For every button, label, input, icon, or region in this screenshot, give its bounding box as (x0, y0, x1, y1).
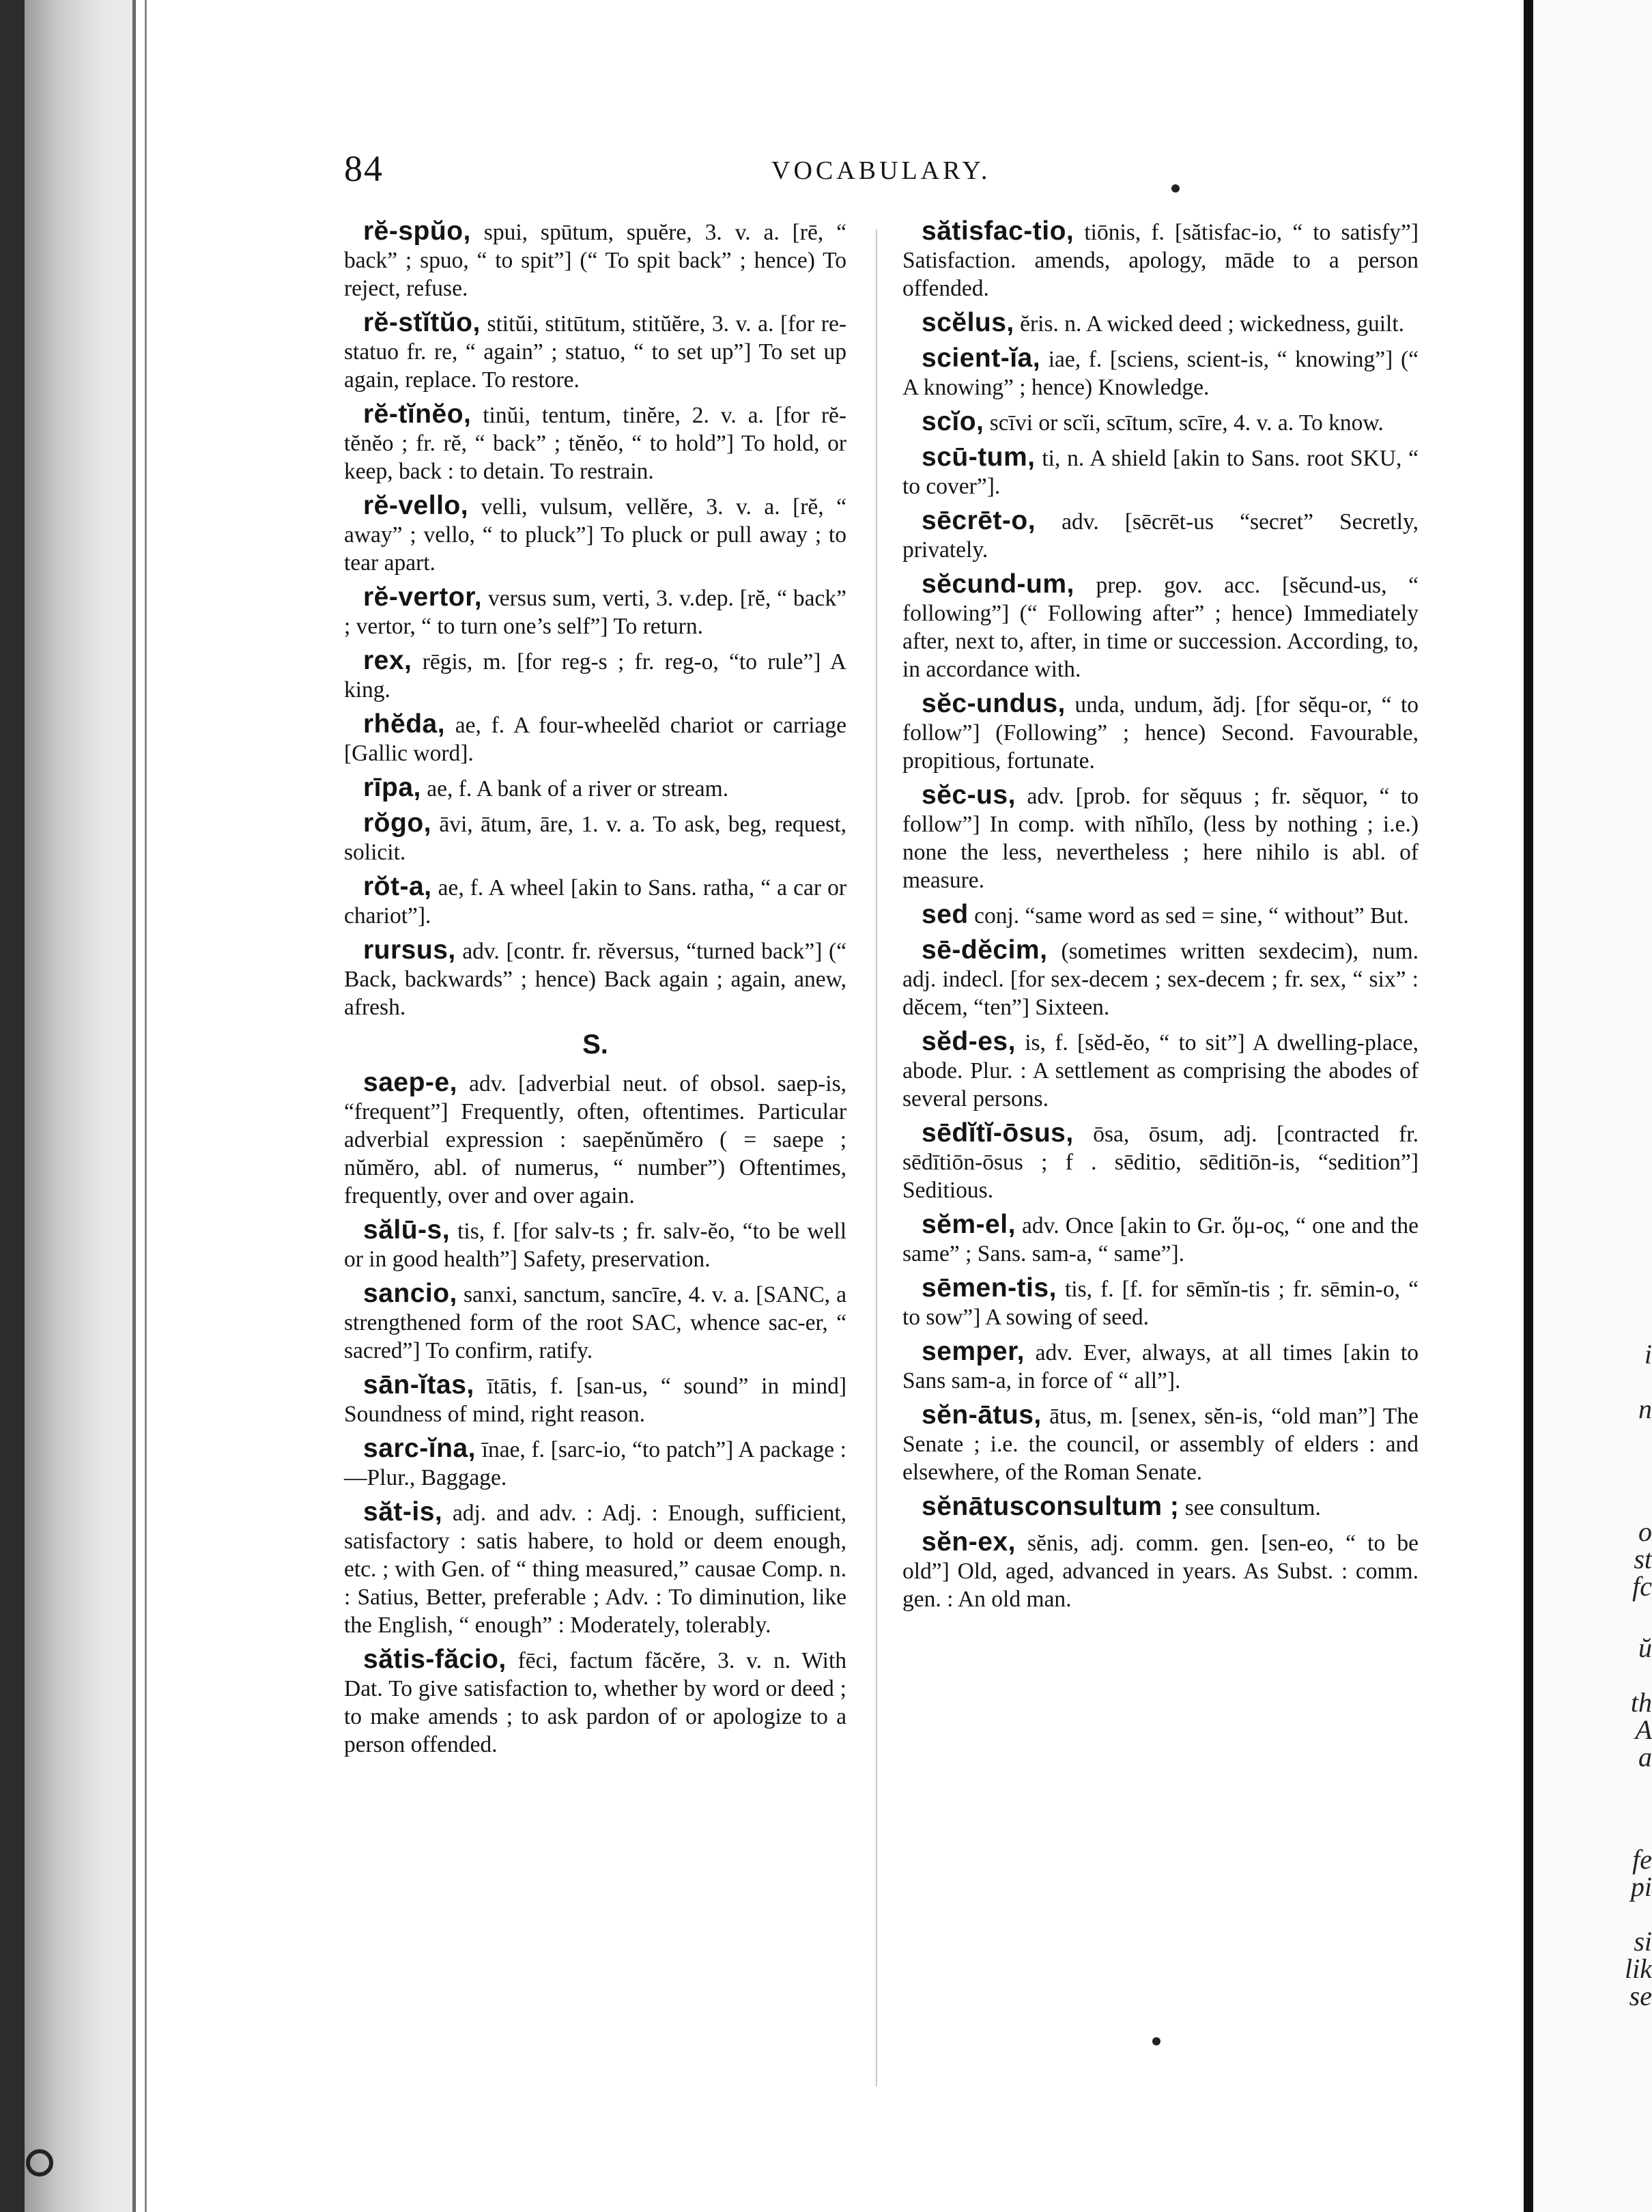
entry-headword: sĕm-el, (922, 1210, 1016, 1239)
entry-definition: adv. [adverbial neut. of obsol. saep-is, “frequent”] Frequently, often, oftentimes. Particular adverbial expression : saepĕnŭmĕro ( = saepe ; nŭmĕro, abl. of numerus, “ number”) Oftentimes, frequently, over and over again. (344, 1071, 846, 1208)
page-number: 84 (344, 148, 384, 189)
dictionary-entry (344, 1371, 846, 1428)
dictionary-entry (902, 1274, 1419, 1331)
entry-definition: sanxi, sanctum, sancīre, 4. v. a. [SANC, a strengthened form of the root SAC, whence sac-er, “ sacred”] To confirm, ratify. (344, 1282, 846, 1363)
entry-headword: rursus, (363, 935, 456, 965)
dictionary-entry (344, 1434, 846, 1492)
entry-definition: see consultum. (1179, 1495, 1321, 1520)
binding-hole-mark (26, 2149, 53, 2176)
entry-headword: rĕ-vertor, (363, 582, 483, 612)
dictionary-entry (344, 809, 846, 866)
entry-definition: (sometimes written sexdecim), num. adj. indecl. [for sex-decem ; sex-decem ; fr. sex, “ six” : dĕcem, “ten”] Sixteen. (902, 939, 1419, 1020)
dictionary-entry (344, 936, 846, 1021)
entry-headword: sēdĭtĭ-ōsus, (922, 1118, 1074, 1148)
dictionary-entry (344, 710, 846, 767)
facing-page-edge (1524, 0, 1533, 2212)
book-gutter (25, 0, 132, 2212)
entry-headword: sĕc-us, (922, 780, 1016, 810)
entry-definition: versus sum, verti, 3. v.dep. [rĕ, “ back” ; vertor, “ to turn one’s self”] To return. (344, 586, 846, 639)
dictionary-entry (902, 936, 1419, 1021)
entry-headword: sălū-s, (363, 1215, 451, 1245)
entry-definition: ae, f. A wheel [akin to Sans. ratha, “ a car or chariot”]. (344, 875, 846, 928)
entry-definition: īnae, f. [sarc-io, “to patch”] A package :—Plur., Baggage. (344, 1437, 846, 1490)
entry-headword: rĕ-vello, (363, 491, 469, 520)
entry-definition: ĕris. n. A wicked deed ; wickedness, guilt. (1014, 311, 1405, 337)
entry-definition: tinŭi, tentum, tinĕre, 2. v. a. [for rĕ-tĕnĕo ; fr. rĕ, “ back” ; tĕnĕo, “ to hold”] To hold, or keep, back : to detain. To restrain. (344, 403, 846, 484)
entry-definition: adv. [prob. for sĕquus ; fr. sĕquor, “ to follow”] In comp. with nĭhĭlo, (less by nothing ; i.e.) none the less, nevertheless ; here nihilo is abl. of measure. (902, 784, 1419, 893)
entry-definition: ae, f. A bank of a river or stream. (421, 776, 729, 802)
dictionary-entry (902, 344, 1419, 401)
dictionary-entry (902, 1210, 1419, 1268)
facing-page-fragment: pi (1630, 1871, 1652, 1902)
entry-headword: sĕn-ex, (922, 1527, 1016, 1557)
facing-page-fragment: si (1634, 1926, 1652, 1957)
dictionary-entry (902, 507, 1419, 564)
entry-headword: sēmen-tis, (922, 1273, 1057, 1303)
entry-headword: sĕcund-um, (922, 569, 1074, 599)
entry-headword: scient-ĭa, (922, 343, 1041, 373)
entry-headword: sĕn-ātus, (922, 1400, 1042, 1430)
column-divider (876, 229, 877, 2086)
dictionary-entry (902, 1528, 1419, 1613)
dictionary-entry (344, 774, 846, 803)
entry-definition: iae, f. [sciens, scient-is, “ knowing”] (“ A knowing” ; hence) Knowledge. (902, 347, 1419, 400)
facing-page-fragment: fc (1632, 1571, 1652, 1602)
dictionary-entry (344, 1498, 846, 1639)
facing-page-fragment: i (1644, 1339, 1652, 1370)
dictionary-entry (344, 309, 846, 394)
entry-headword: sed (922, 900, 969, 929)
entry-headword: sĕd-es, (922, 1027, 1016, 1056)
facing-page-fragment: o (1638, 1516, 1652, 1547)
dictionary-entry (344, 873, 846, 930)
dictionary-entry (902, 408, 1419, 437)
entry-definition: ae, f. A four-wheelĕd chariot or carriage [Gallic word]. (344, 713, 846, 766)
entry-definition: adv. Once [akin to Gr. ὅμ-ος, “ one and the same” ; Sans. sam-a, “ same”]. (902, 1213, 1419, 1266)
speck-mark (1152, 2037, 1160, 2045)
entry-definition: scīvi or scĭi, scītum, scīre, 4. v. a. To know. (984, 410, 1384, 436)
entry-definition: stitŭi, stitūtum, stitŭĕre, 3. v. a. [for re-statuo fr. re, “ again” ; statuo, “ to set up”] To set up again, replace. To restore. (344, 311, 846, 393)
entry-headword: sē-dĕcim, (922, 935, 1048, 965)
entry-headword: rĕ-spŭo, (363, 216, 471, 246)
dictionary-entry (902, 1027, 1419, 1113)
facing-page-fragment: fe (1632, 1844, 1652, 1875)
entry-headword: rĕ-tĭnĕo, (363, 399, 472, 429)
dictionary-entry (902, 1337, 1419, 1395)
gutter-rule (145, 0, 147, 2212)
entry-definition: adj. and adv. : Adj. : Enough, sufficient, satisfactory : satis habere, to hold or deem enough, etc. ; with Gen. of “ thing measured,” causae Comp. n. : Satius, Better, preferable ; Adv. : To diminution, like the English, “ enough” : Moderately, tolerably. (344, 1501, 846, 1638)
entry-definition: prep. gov. acc. [sĕcund-us, “ following”] (“ Following after” ; hence) Immediately after, next to, after, in time or succession. According, to, in accordance with. (902, 573, 1419, 682)
entry-definition: tis, f. [for salv-ts ; fr. salv-ĕo, “to be well or in good health”] Safety, preservation. (344, 1219, 846, 1272)
entry-headword: semper, (922, 1337, 1025, 1366)
facing-page-fragment: se (1629, 1981, 1652, 2011)
entry-headword: scĕlus, (922, 308, 1014, 337)
entry-definition: rēgis, m. [for reg-s ; fr. reg-o, “to rule”] A king. (344, 649, 846, 703)
facing-page-fragment: th (1630, 1687, 1652, 1718)
entry-definition: ātus, m. [senex, sĕn-is, “old man”] The Senate ; i.e. the council, or assembly of elders : and elsewhere, of the Roman Senate. (902, 1404, 1419, 1485)
dictionary-entry (902, 1401, 1419, 1486)
section-letter: S. (582, 1030, 608, 1060)
entry-definition: adv. Ever, always, at all times [akin to Sans sam-a, in force of “ all”]. (902, 1340, 1419, 1393)
entry-definition: tiōnis, f. [sătisfac-io, “ to satisfy”] Satisfaction. amends, apology, māde to a person offended. (902, 220, 1419, 301)
entry-definition: conj. “same word as sed = sine, “ without” But. (968, 903, 1409, 928)
entry-headword: săt-is, (363, 1497, 443, 1527)
dictionary-entry (902, 781, 1419, 894)
facing-page-fragment: a (1638, 1742, 1652, 1772)
facing-page (1533, 0, 1652, 2212)
entry-headword: sarc-ĭna, (363, 1434, 476, 1463)
entry-definition: velli, vulsum, vellĕre, 3. v. a. [rĕ, “ away” ; vello, “ to pluck”] To pluck or pull away ; to tear apart. (344, 494, 846, 576)
facing-page-fragment: st (1634, 1544, 1652, 1574)
entry-headword: sătisfac-tio, (922, 216, 1074, 246)
left-column (344, 217, 846, 1765)
entry-definition: ti, n. A shield [akin to Sans. root SKU, “ to cover”]. (902, 446, 1419, 499)
right-column (902, 217, 1419, 1619)
facing-page-fragment: n (1638, 1393, 1652, 1424)
dictionary-entry (902, 1492, 1419, 1522)
entry-headword: sĕc-undus, (922, 689, 1066, 718)
dictionary-entry (344, 217, 846, 302)
running-title: VOCABULARY. (771, 156, 991, 185)
dictionary-entry (902, 443, 1419, 500)
dictionary-entry (902, 1119, 1419, 1204)
entry-definition: unda, undum, ădj. [for sĕqu-or, “ to follow”] (Following” ; hence) Second. Favourable, propitious, fortunate. (902, 692, 1419, 774)
entry-definition: adv. [contr. fr. rĕversus, “turned back”] (“ Back, backwards” ; hence) Back again ; again, anew, afresh. (344, 939, 846, 1020)
book-spine-shadow (0, 0, 25, 2212)
dictionary-entry (344, 1645, 846, 1759)
entry-headword: rex, (363, 646, 412, 675)
entry-headword: rŏgo, (363, 808, 431, 838)
speck-mark (1171, 184, 1180, 193)
entry-headword: saep-e, (363, 1068, 457, 1097)
entry-headword: scū-tum, (922, 442, 1036, 472)
dictionary-entry (344, 1216, 846, 1273)
entry-headword: sēcrēt-o, (922, 506, 1036, 535)
entry-headword: rŏt-a, (363, 872, 432, 901)
dictionary-entry (344, 1068, 846, 1210)
entry-headword: sān-ĭtas, (363, 1370, 474, 1400)
entry-definition: is, f. [sĕd-ĕo, “ to sit”] A dwelling-place, abode. Plur. : A settlement as comprising the abodes of several persons. (902, 1030, 1419, 1111)
facing-page-fragment: lik (1625, 1953, 1652, 1984)
dictionary-entry (344, 583, 846, 640)
entry-headword: sancio, (363, 1279, 457, 1308)
entry-definition: sĕnis, adj. comm. gen. [sen-eo, “ to be old”] Old, aged, advanced in years. As Subst. : comm. gen. : An old man. (902, 1531, 1419, 1612)
entry-definition: spui, spūtum, spuĕre, 3. v. a. [rē, “ back” ; spuo, “ to spit”] (“ To spit back” ; hence) To reject, refuse. (344, 220, 846, 301)
entry-definition: āvi, ātum, āre, 1. v. a. To ask, beg, request, solicit. (344, 812, 846, 865)
dictionary-entry (902, 217, 1419, 302)
dictionary-entry (902, 690, 1419, 775)
dictionary-entry (902, 570, 1419, 683)
entry-headword: rīpa, (363, 773, 421, 802)
dictionary-entry (344, 400, 846, 485)
dictionary-entry (902, 901, 1419, 930)
gutter-rule (132, 0, 136, 2212)
entry-definition: fēci, factum făcĕre, 3. v. n. With Dat. To give satisfaction to, whether by word or deed ; to make amends ; to ask pardon of or apologize to a person offended. (344, 1648, 846, 1757)
entry-definition: adv. [sēcrēt-us “secret” Secretly, privately. (902, 509, 1419, 563)
entry-headword: scĭo, (922, 407, 984, 436)
facing-page-fragment: ŭ (1638, 1632, 1652, 1663)
dictionary-entry (344, 647, 846, 704)
entry-definition: ītātis, f. [san-us, “ sound” in mind] Soundness of mind, right reason. (344, 1374, 846, 1427)
dictionary-entry (344, 492, 846, 577)
entry-headword: sĕnātusconsultum ; (922, 1492, 1180, 1521)
entry-definition: tis, f. [f. for sēmĭn-tis ; fr. sēmin-o, “ to sow”] A sowing of seed. (902, 1277, 1419, 1330)
entry-headword: rhĕda, (363, 709, 446, 739)
dictionary-entry (344, 1279, 846, 1365)
entry-headword: sătis-făcio, (363, 1645, 507, 1674)
facing-page-fragment: A (1635, 1714, 1652, 1745)
entry-definition: ōsa, ōsum, adj. [contracted fr. sēdītiōn-ōsus ; f . sēditio, sēditiōn-is, “sedition”] Seditious. (902, 1122, 1419, 1203)
dictionary-entry (902, 309, 1419, 338)
entry-headword: rĕ-stĭtŭo, (363, 308, 481, 337)
